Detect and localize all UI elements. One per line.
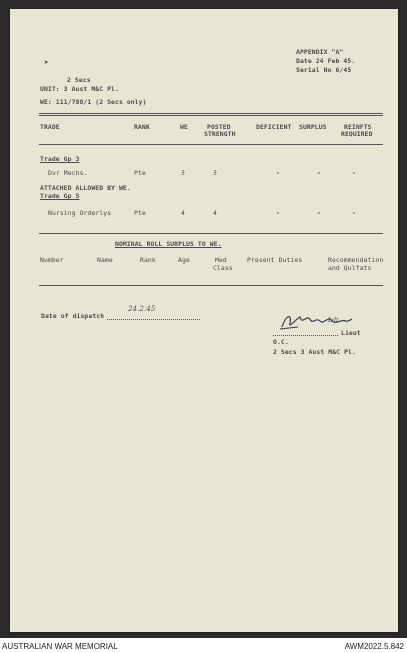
sur-col-number: Number: [40, 256, 64, 264]
col-surplus: SURPLUS: [299, 123, 327, 131]
row1-surplus: -: [317, 169, 321, 177]
sur-col-rec-1: Recommendation: [328, 256, 384, 264]
header-rule: [39, 144, 383, 145]
footer-credit: AUSTRALIAN WAR MEMORIAL: [2, 642, 118, 651]
appendix-date: Date 24 Feb 45.: [296, 57, 356, 65]
sur-col-rank: Rank: [140, 256, 156, 264]
signature-title: Lieut: [341, 329, 361, 337]
col-we: WE: [180, 123, 188, 131]
row2-deficient: -: [276, 209, 280, 217]
col-posted-1: POSTED: [207, 123, 231, 131]
dispatch-handwritten-date: 24.2.45: [128, 305, 156, 313]
col-posted-2: STRENGTH: [204, 130, 236, 138]
footer-reference: AWM2022.5.842: [344, 642, 404, 651]
row1-deficient: -: [276, 169, 280, 177]
sur-col-name: Name: [97, 256, 113, 264]
document-page: [10, 9, 398, 632]
sur-col-age: Age: [178, 256, 190, 264]
row1-trade: Dvr Mechs.: [48, 169, 88, 177]
dispatch-label: Date of dispatch: [41, 312, 105, 320]
sur-col-med-2: Class: [213, 264, 233, 272]
group-trade-gp-5: Trade Gp 5: [40, 192, 80, 200]
table-bottom-rule: [39, 233, 383, 234]
pencil-mark-icon: ➤: [44, 58, 49, 67]
serial-number: Serial No 6/45: [296, 66, 352, 74]
row2-reinf: -: [352, 209, 356, 217]
surplus-bottom-rule: [39, 285, 383, 286]
row2-trade: Nursing Orderlys: [48, 209, 112, 217]
row1-we: 3: [181, 169, 185, 177]
signature-unit: 2 Secs 3 Aust M&C Pl.: [273, 348, 356, 356]
row1-posted: 3: [213, 169, 217, 177]
archive-footer: [0, 638, 407, 653]
table-top-rule: [39, 113, 383, 116]
row1-rank: Pte: [134, 169, 146, 177]
group-trade-gp-3: Trade Gp 3: [40, 155, 80, 163]
row2-we: 4: [181, 209, 185, 217]
row2-posted: 4: [213, 209, 217, 217]
unit-line: UNIT: 3 Aust M&C Pl.: [40, 85, 119, 93]
surplus-title: NOMINAL ROLL SURPLUS TO WE.: [115, 240, 222, 248]
signature-dotted-line: [273, 335, 338, 336]
sur-col-rec-2: and Qulfats: [328, 264, 372, 272]
col-reinf-2: REQUIRED: [341, 130, 373, 138]
secs-label: 2 Secs: [67, 76, 91, 84]
attached-allowed-label: ATTACHED ALLOWED BY WE.: [40, 184, 131, 192]
row1-reinf: -: [352, 169, 356, 177]
appendix-label: APPENDIX "A": [296, 48, 344, 56]
col-reinf-1: REINFTS: [344, 123, 372, 131]
sur-col-duties: Present Duties: [247, 256, 303, 264]
col-rank: RANK: [134, 123, 150, 131]
signature-text: Ldt: [328, 317, 339, 324]
dispatch-dotted-line: [107, 319, 200, 320]
signature-oc: O.C.: [273, 338, 289, 346]
col-deficient: DEFICIENT: [256, 123, 292, 131]
sur-col-med-1: Med: [215, 256, 227, 264]
col-trade: TRADE: [40, 123, 60, 131]
we-line: WE: 111/788/1 (2 Secs only): [40, 98, 147, 106]
row2-rank: Pte: [134, 209, 146, 217]
row2-surplus: -: [317, 209, 321, 217]
